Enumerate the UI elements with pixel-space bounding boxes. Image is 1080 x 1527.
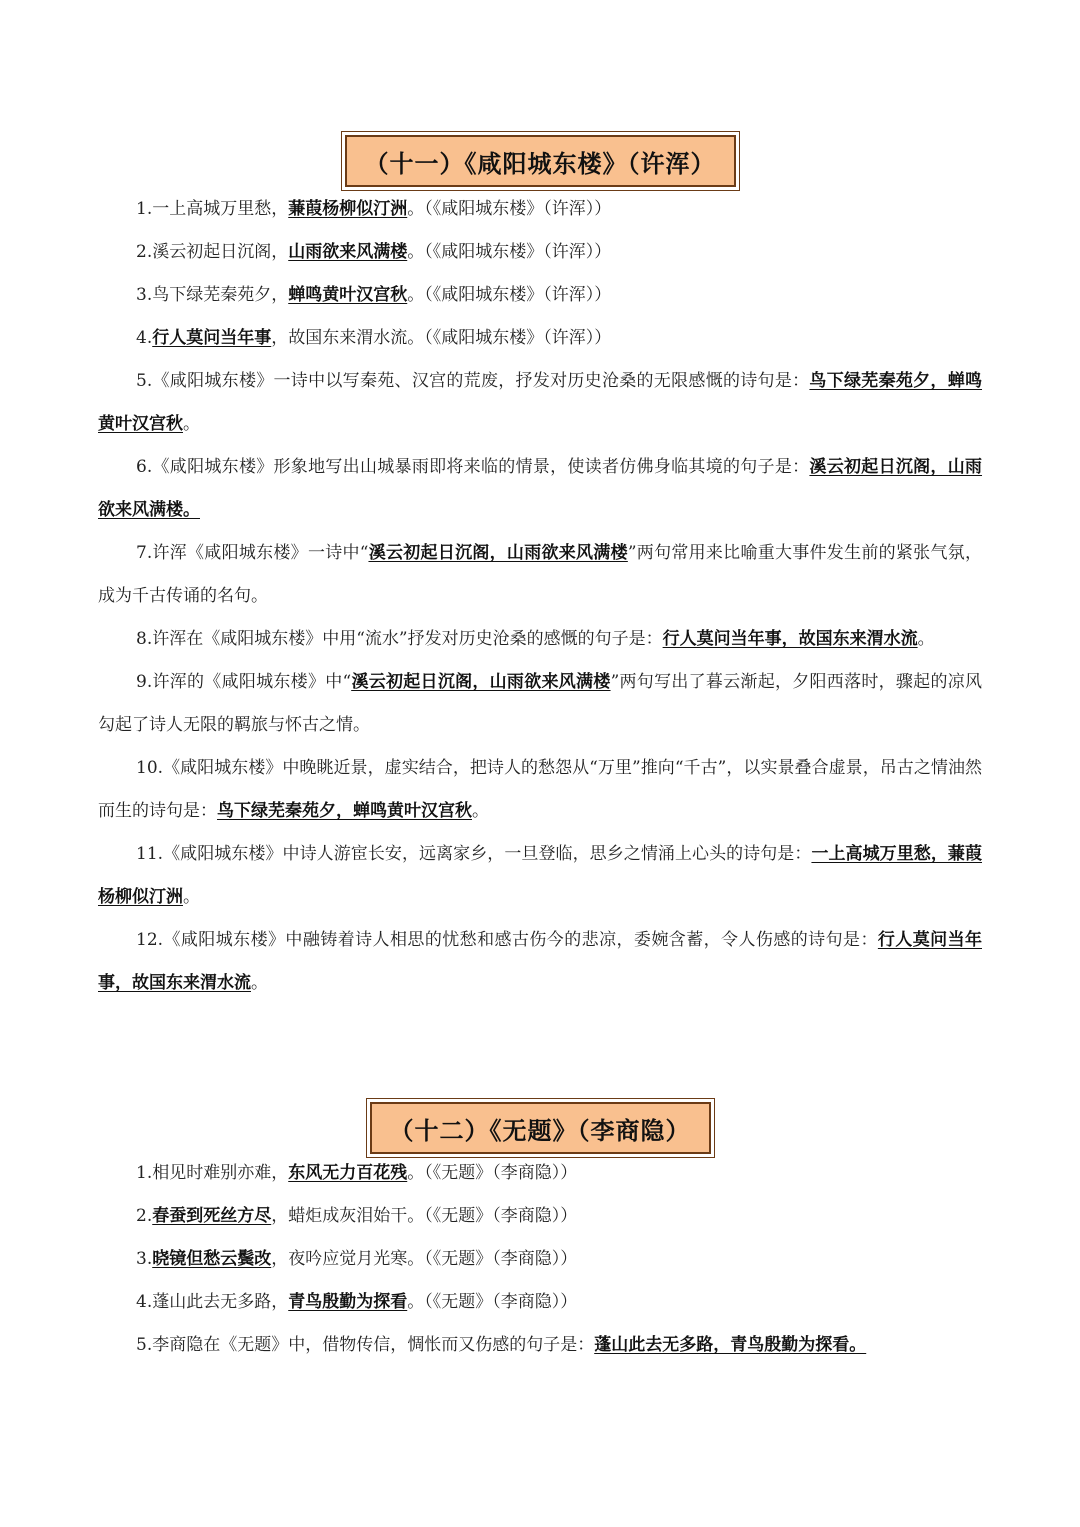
list-item: 12.《咸阳城东楼》中融铸着诗人相思的忧愁和感古伤今的悲凉，委婉含蓄，令人伤感的诗句是：行人莫问当年事，故国东来渭水流。 bbox=[98, 930, 982, 993]
list-item: 3.鸟下绿芜秦苑夕，蝉鸣黄叶汉宫秋。（《咸阳城东楼》（许浑）） bbox=[136, 285, 612, 305]
answer-text: 蓬山此去无多路，青鸟殷勤为探看。 bbox=[594, 1335, 867, 1355]
list-item: 5.《咸阳城东楼》一诗中以写秦苑、汉宫的荒废，抒发对历史沧桑的无限感慨的诗句是：鸟下绿芜秦苑夕，蝉鸣黄叶汉宫秋。 bbox=[98, 371, 983, 434]
list-item: 4.蓬山此去无多路，青鸟殷勤为探看。（《无题》（李商隐）） bbox=[136, 1292, 578, 1312]
answer-text: 晓镜但愁云鬓改 bbox=[152, 1249, 272, 1269]
list-item: 11.《咸阳城东楼》中诗人游宦长安，远离家乡，一旦登临，思乡之情涌上心头的诗句是：一上高城万里愁，蒹葭杨柳似汀洲。 bbox=[98, 844, 982, 907]
answer-text: 青鸟殷勤为探看 bbox=[288, 1292, 408, 1312]
list-item: 5.李商隐在《无题》中，借物传信，惆怅而又伤感的句子是：蓬山此去无多路，青鸟殷勤为探看。 bbox=[136, 1335, 867, 1355]
answer-text: 东风无力百花残 bbox=[288, 1163, 408, 1183]
list-item: 2.溪云初起日沉阁，山雨欲来风满楼。（《咸阳城东楼》（许浑）） bbox=[136, 242, 612, 262]
answer-text: 溪云初起日沉阁，山雨欲来风满楼 bbox=[351, 672, 611, 692]
answer-text: 溪云初起日沉阁，山雨欲来风满楼 bbox=[368, 543, 628, 563]
list-item: 2.春蚕到死丝方尽，蜡炬成灰泪始干。（《无题》（李商隐）） bbox=[136, 1206, 578, 1226]
list-item: 1.一上高城万里愁，蒹葭杨柳似汀洲。（《咸阳城东楼》（许浑）） bbox=[136, 199, 612, 219]
answer-text: 一上高城万里愁，蒹葭杨柳似汀洲 bbox=[98, 844, 982, 907]
list-item: 7.许浑《咸阳城东楼》一诗中“溪云初起日沉阁，山雨欲来风满楼”两句常用来比喻重大事件发生前的紧张气氛，成为千古传诵的名句。 bbox=[98, 543, 982, 606]
section-12-items bbox=[98, 1152, 982, 1367]
answer-text: 蝉鸣黄叶汉宫秋 bbox=[288, 285, 408, 305]
answer-text: 鸟下绿芜秦苑夕，蝉鸣黄叶汉宫秋 bbox=[98, 371, 983, 434]
answer-text: 蒹葭杨柳似汀洲 bbox=[288, 199, 408, 219]
answer-text: 鸟下绿芜秦苑夕，蝉鸣黄叶汉宫秋 bbox=[217, 801, 472, 821]
section-title-12 bbox=[0, 1102, 1080, 1154]
answer-text: 山雨欲来风满楼 bbox=[288, 242, 408, 262]
list-item: 4.行人莫问当年事，故国东来渭水流。（《咸阳城东楼》（许浑）） bbox=[136, 328, 612, 348]
answer-text: 春蚕到死丝方尽 bbox=[152, 1206, 272, 1226]
list-item: 8.许浑在《咸阳城东楼》中用“流水”抒发对历史沧桑的感慨的句子是：行人莫问当年事，故国东来渭水流。 bbox=[136, 629, 935, 649]
list-item: 3.晓镜但愁云鬓改，夜吟应觉月光寒。（《无题》（李商隐）） bbox=[136, 1249, 578, 1269]
section-title-box: （十二）《无题》（李商隐） bbox=[370, 1102, 711, 1154]
list-item: 6.《咸阳城东楼》形象地写出山城暴雨即将来临的情景，使读者仿佛身临其境的句子是：溪云初起日沉阁，山雨欲来风满楼。 bbox=[98, 457, 983, 520]
list-item: 10.《咸阳城东楼》中晚眺近景，虚实结合，把诗人的愁怨从“万里”推向“千古”，以实景叠合虚景，吊古之情油然而生的诗句是：鸟下绿芜秦苑夕，蝉鸣黄叶汉宫秋。 bbox=[98, 758, 982, 821]
answer-text: 行人莫问当年事 bbox=[152, 328, 272, 348]
answer-text: 行人莫问当年事，故国东来渭水流 bbox=[662, 629, 918, 649]
section-title-box: （十一）《咸阳城东楼》（许浑） bbox=[345, 135, 736, 187]
section-11-items bbox=[98, 188, 982, 1005]
list-item: 9.许浑的《咸阳城东楼》中“溪云初起日沉阁，山雨欲来风满楼”两句写出了暮云渐起，夕阳西落时，骤起的凉风勾起了诗人无限的羁旅与怀古之情。 bbox=[98, 672, 982, 735]
list-item: 1.相见时难别亦难，东风无力百花残。（《无题》（李商隐）） bbox=[136, 1163, 578, 1183]
section-title-11 bbox=[0, 135, 1080, 187]
answer-text: 行人莫问当年事，故国东来渭水流 bbox=[98, 930, 982, 993]
answer-text: 溪云初起日沉阁，山雨欲来风满楼。 bbox=[98, 457, 983, 520]
